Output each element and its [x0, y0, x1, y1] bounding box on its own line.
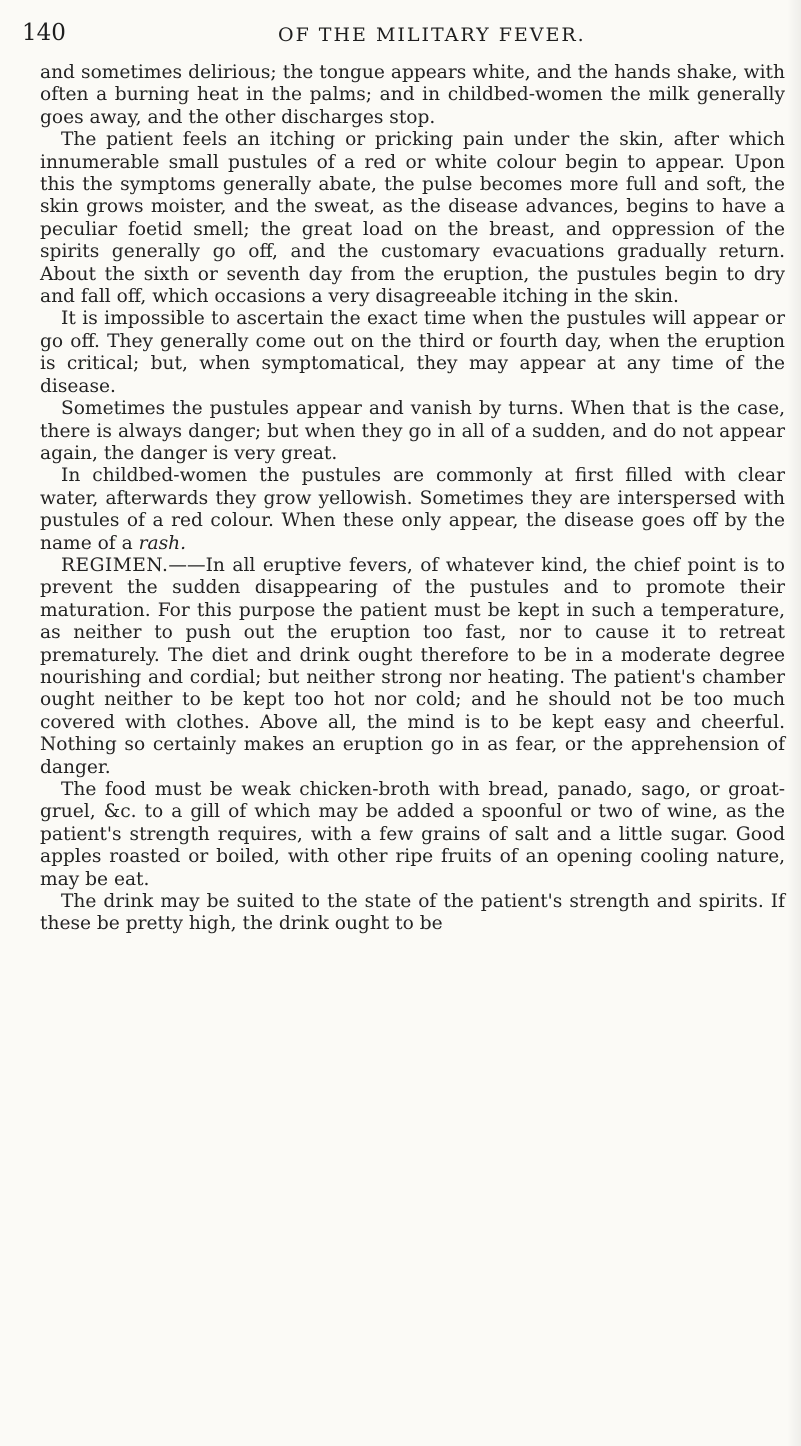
regimen-text: In all eruptive fevers, of whatever kind, the chief point is to prevent the sudden disappearing of the pustules and to promote their maturation. For this purpose the patient must be kept in such a temperature, as neither to push out the eruption too fast, nor to cause it to retreat prematurely. The diet and drink ought therefore to be in a moderate degree nourishing and cordial; but neither strong nor heating. The patient's chamber ought neither to be kept too hot nor cold; and he should not be too much covered with clothes. Above all, the mind is to be kept easy and cheerful. Nothing so certainly makes an eruption go in as fear, or the apprehension of danger.: [40, 554, 785, 778]
running-head: OF THE MILITARY FEVER.: [278, 24, 586, 46]
paragraph-timing: It is impossible to ascertain the exact time when the pustules will appear or go off. They generally come out on the third or fourth day, when the eruption is critical; but, when symptomatical, they may appear at any time of the disease.: [40, 308, 785, 397]
paragraph-vanish: Sometimes the pustules appear and vanish by turns. When that is the case, there is always danger; but when they go in all of a sudden, and do not appear again, the danger is very great.: [40, 398, 785, 464]
paragraph-delirium: and sometimes delirious; the tongue appears white, and the hands shake, with often a burning heat in the palms; and in childbed-women the milk generally goes away, and the other discharges stop.: [40, 62, 785, 128]
page-header: [22, 14, 782, 54]
paragraph-drink: The drink may be suited to the state of the patient's strength and spirits. If these be pretty high, the drink ought to be: [40, 891, 785, 935]
regimen-dash: ——: [168, 554, 206, 576]
paragraph-childbed-text: In childbed-women the pustules are commonly at first filled with clear water, afterwards they grow yellowish. Sometimes they are interspersed with pustules of a red colour. When these only appear, the disease goes off by the name of a: [40, 465, 785, 554]
page-number: 140: [22, 20, 66, 46]
paragraph-pustules-appear: The patient feels an itching or pricking pain under the skin, after which innumerable small pustules of a red or white colour begin to appear. Upon this the symptoms generally abate, the pulse becomes more full and soft, the skin grows moister, and the sweat, as the disease advances, begins to have a peculiar foetid smell; the great load on the breast, and oppression of the spirits generally go off, and the customary evacuations gradually return. About the sixth or seventh day from the eruption, the pustules begin to dry and fall off, which occasions a very disagreeable itching in the skin.: [40, 129, 785, 308]
paragraph-food: The food must be weak chicken-broth with bread, panado, sago, or groat-gruel, &c. to a gill of which may be added a spoonful or two of wine, as the patient's strength requires, with a few grains of salt and a little sugar. Good apples roasted or boiled, with other ripe fruits of an opening cooling nature, may be eat.: [40, 779, 785, 890]
rash-word: rash.: [138, 532, 187, 554]
body-text: [40, 62, 785, 936]
paragraph-childbed: [40, 465, 785, 555]
paragraph-regimen: [40, 555, 785, 779]
page-edge-shadow: [787, 0, 801, 1446]
regimen-heading: REGIMEN.: [61, 554, 169, 576]
